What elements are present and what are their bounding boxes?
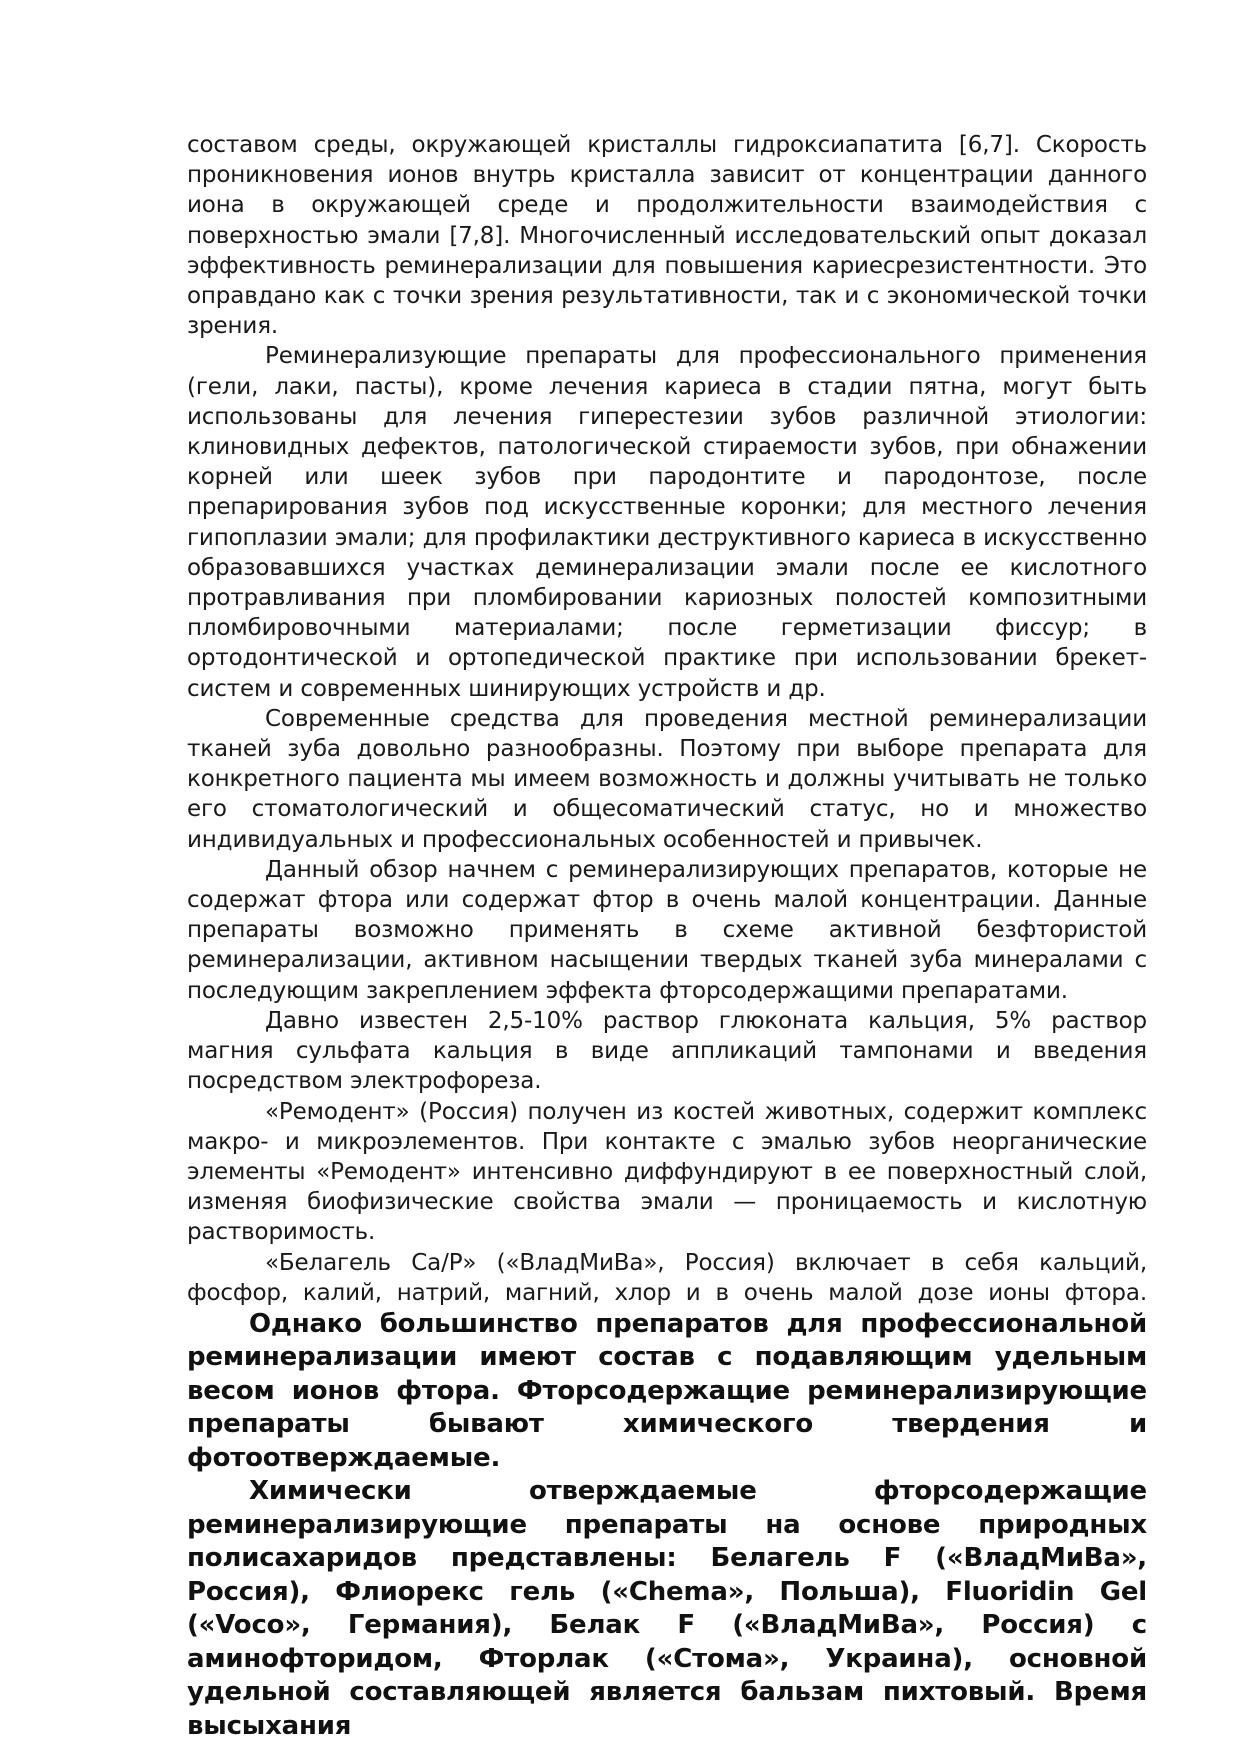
paragraph: составом среды, окружающей кристаллы гидроксиапатита [6,7]. Скорость проникновения ионов внутрь кристалла зависит от концентрации данного иона в окружающей среде и продолжительности взаимодействия с поверхностью эмали [7,8]. Многочисленный исследовательский опыт доказал эффективность реминерализации для повышения кариесрезистентности. Это оправдано как с точки зрения результативности, так и с экономической точки зрения. <box>187 132 1147 340</box>
paragraph: Давно известен 2,5-10% раствор глюконата кальция, 5% раствор магния сульфата кальция в виде аппликаций тампонами и введения посредством электрофореза. <box>187 1007 1147 1095</box>
paragraph-bold: Однако большинство препаратов для профессиональной реминерализации имеют состав с подавляющим удельным весом ионов фтора. Фторсодержащие реминерализирующие препараты бывают химического твердения и фотоотверждаемые. <box>187 1308 1147 1473</box>
text-column <box>187 130 1147 1743</box>
paragraph: «Белагель Са/Р» («ВладМиВа», Россия) включает в себя кальций, фосфор, калий, натрий, магний, хлор и в очень малой дозе ионы фтора. <box>187 1249 1147 1306</box>
paragraph: Данный обзор начнем с реминерализирующих препаратов, которые не содержат фтора или содержат фтор в очень малой концентрации. Данные препараты возможно применять в схеме активной безфтористой реминерализации, активном насыщении твердых тканей зуба минералами с последующим закреплением эффекта фторсодержащими препаратами. <box>187 856 1147 1004</box>
paragraph-bold: Химически отверждаемые фторсодержащие реминерализирующие препараты на основе природных полисахаридов представлены: Белагель F («ВладМиВа», Россия), Флиорекс гель («Chema», Польша), Fluoridin Gel («Voco», Германия), Белак F («ВладМиВа», Россия) с аминофторидом, Фторлак («Стома», Украина), основной удельной составляющей является бальзам пихтовый. Время высыхания <box>187 1476 1147 1741</box>
paragraph: Реминерализующие препараты для профессионального применения (гели, лаки, пасты), кроме лечения кариеса в стадии пятна, могут быть использованы для лечения гиперестезии зубов различной этиологии: клиновидных дефектов, патологической стираемости зубов, при обнажении корней или шеек зубов при пародонтите и пародонтозе, после препарирования зубов под искусственные коронки; для местного лечения гипоплазии эмали; для профилактики деструктивного кариеса в искусственно образовавшихся участках деминерализации эмали после ее кислотного протравливания при пломбировании кариозных полостей композитными пломбировочными материалами; после герметизации фиссур; в ортодонтической и ортопедической практике при использовании брекет-систем и современных шинирующих устройств и др. <box>187 343 1147 702</box>
paragraph: Современные средства для проведения местной реминерализации тканей зуба довольно разнообразны. Поэтому при выборе препарата для конкретного пациента мы имеем возможность и должны учитывать не только его стоматологический и общесоматический статус, но и множество индивидуальных и профессиональных особенностей и привычек. <box>187 705 1147 853</box>
paragraph: «Ремодент» (Россия) получен из костей животных, содержит комплекс макро- и микроэлементов. При контакте с эмалью зубов неорганические элементы «Ремодент» интенсивно диффундируют в ее поверхностный слой, изменяя биофизические свойства эмали — проницаемость и кислотную растворимость. <box>187 1098 1147 1246</box>
